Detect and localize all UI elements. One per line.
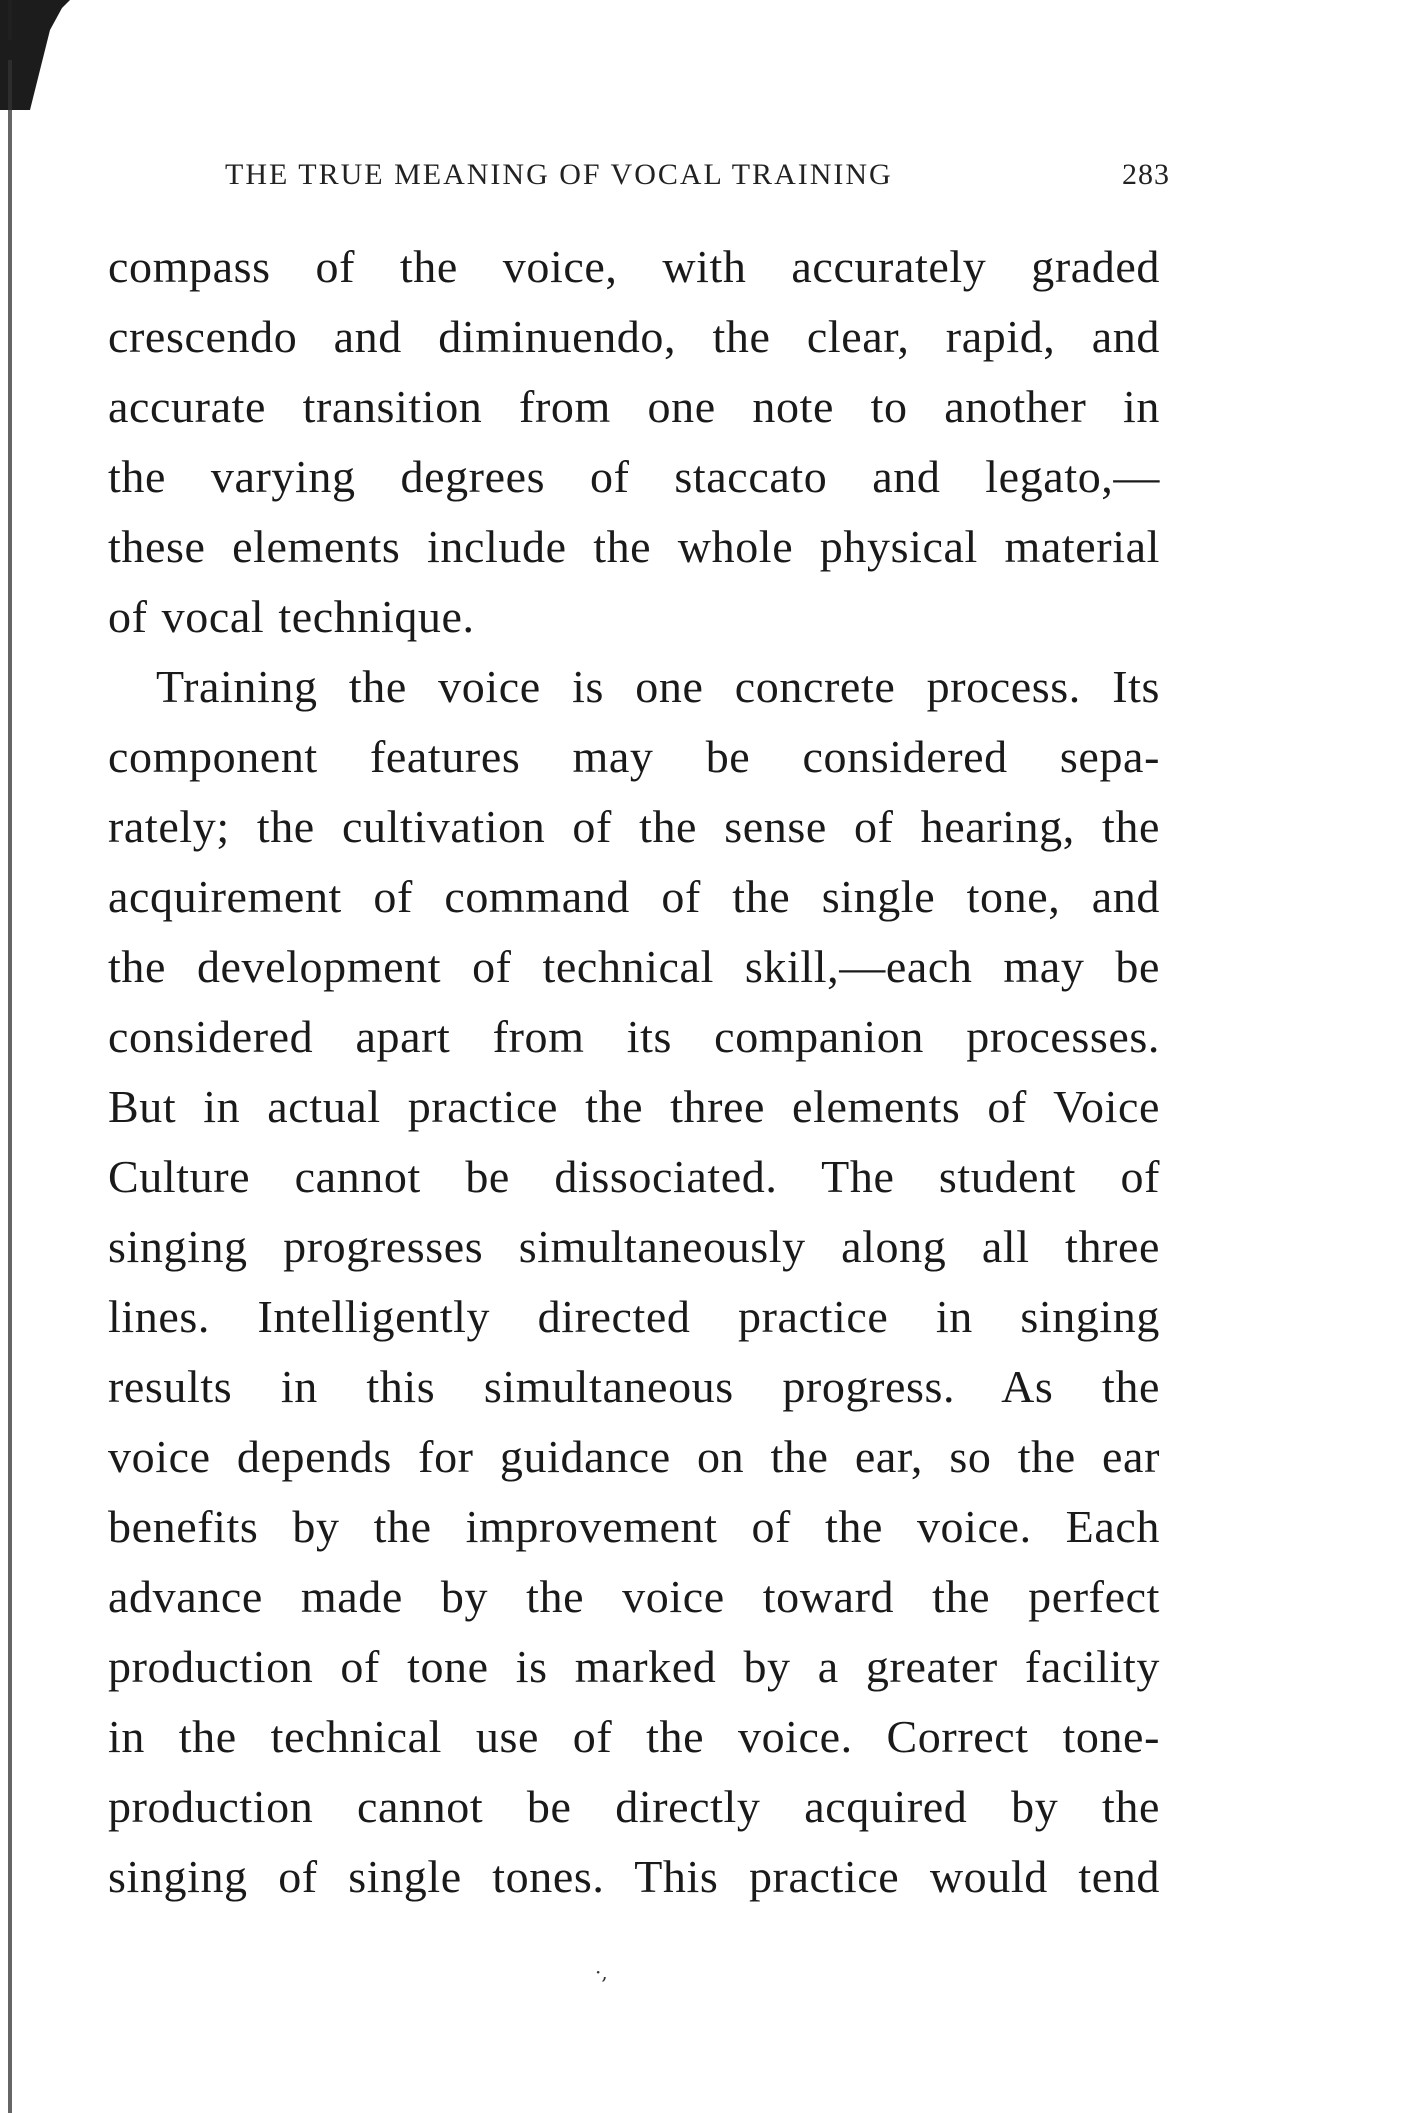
scan-binding-edge <box>8 0 12 2113</box>
text-line: in the technical use of the voice. Correct tone- <box>108 1711 1160 1762</box>
paragraph-start-line: Training the voice is one concrete process. Its <box>156 661 1160 712</box>
text-line: crescendo and diminuendo, the clear, rapid, and <box>108 311 1160 362</box>
text-line: considered apart from its companion processes. <box>108 1011 1160 1062</box>
text-line: accurate transition from one note to another in <box>108 381 1160 432</box>
text-line: advance made by the voice toward the perfect <box>108 1571 1160 1622</box>
text-line: benefits by the improvement of the voice. Each <box>108 1501 1160 1552</box>
running-head <box>225 158 1170 194</box>
text-line: lines. Intelligently directed practice in singing <box>108 1291 1160 1342</box>
text-line: rately; the cultivation of the sense of hearing, the <box>108 801 1160 852</box>
text-line: results in this simultaneous progress. As the <box>108 1361 1160 1412</box>
text-line: production of tone is marked by a greater facility <box>108 1641 1160 1692</box>
text-line: voice depends for guidance on the ear, so the ear <box>108 1431 1160 1482</box>
text-line: these elements include the whole physical material <box>108 521 1160 572</box>
text-line: But in actual practice the three elements of Voice <box>108 1081 1160 1132</box>
running-title: THE TRUE MEANING OF VOCAL TRAINING <box>225 158 893 191</box>
text-line: singing progresses simultaneously along all three <box>108 1221 1160 1272</box>
text-line: the varying degrees of staccato and legato,— <box>108 451 1160 502</box>
text-line: acquirement of command of the single tone, and <box>108 871 1160 922</box>
text-line: the development of technical skill,—each may be <box>108 941 1160 992</box>
text-line: compass of the voice, with accurately graded <box>108 241 1160 292</box>
text-line: Culture cannot be dissociated. The student of <box>108 1151 1160 1202</box>
page-number: 283 <box>1122 158 1170 191</box>
text-line: production cannot be directly acquired by the <box>108 1781 1160 1832</box>
text-line: singing of single tones. This practice would tend <box>108 1851 1160 1902</box>
text-line: component features may be considered sepa- <box>108 731 1160 782</box>
scan-speck: ·, <box>595 1960 608 1984</box>
text-line: of vocal technique. <box>108 591 475 642</box>
body-text <box>108 232 1160 1912</box>
